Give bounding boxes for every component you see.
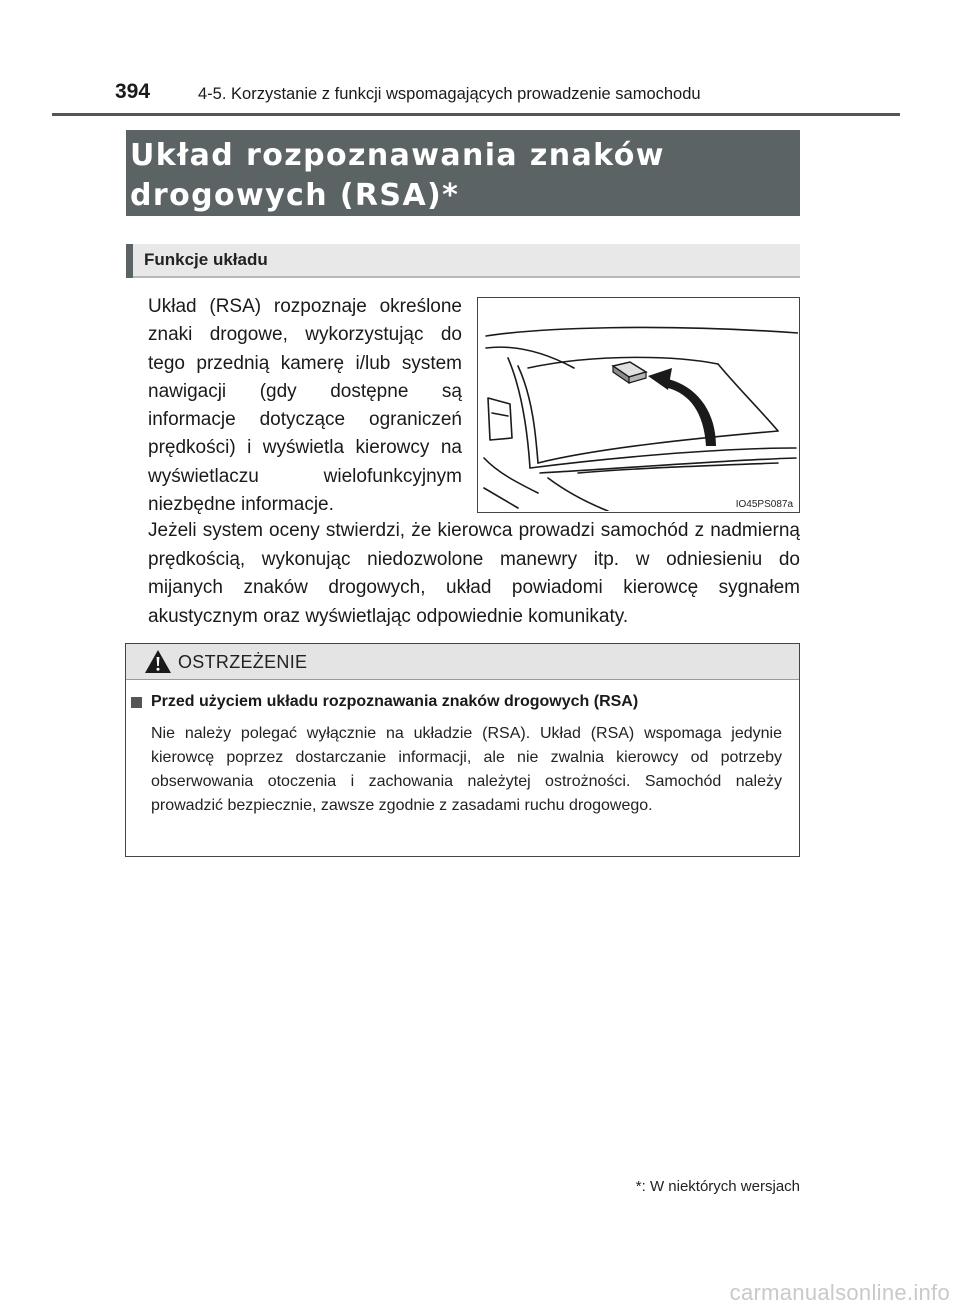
body-paragraph: Jeżeli system oceny stwierdzi, że kierowca prowadzi samochód z nadmierną prędkością, wykonując niedozwolone manewry itp. w odniesieniu do mijanych znaków drogowych, układ powiadomi kierowcę sygnałem akustycznym oraz wyświetlając odpowiednie komunikaty. <box>148 520 800 627</box>
subheader-label: Funkcje układu <box>144 250 268 269</box>
section-title: 4-5. Korzystanie z funkcji wspomagających prowadzenie samochodu <box>198 85 701 103</box>
car-windshield-drawing <box>478 298 798 511</box>
subheader <box>126 244 800 278</box>
intro-paragraph: Układ (RSA) rozpoznaje określone znaki drogowe, wykorzystując do tego przednią kamerę i/lub system nawigacji (gdy dostępne są informacje dotyczące ograniczeń prędkości) i wyświetla kierowcy na wyświetlaczu wielofunkcyjnym niezbędne informacje. <box>148 296 462 516</box>
warning-box <box>125 643 800 857</box>
camera-module-icon <box>613 362 646 383</box>
warning-header <box>126 644 799 680</box>
page-number: 394 <box>115 80 151 103</box>
warning-title: OSTRZEŻENIE <box>178 652 308 672</box>
title-line-1: Układ rozpoznawania znaków <box>130 138 665 173</box>
watermark: carmanualsonline.info <box>729 1280 950 1305</box>
warning-bullet-icon <box>131 697 142 708</box>
windshield-camera-illustration <box>477 297 800 513</box>
subheader-mark <box>126 244 133 278</box>
header-rule <box>52 113 900 116</box>
warning-heading: Przed użyciem układu rozpoznawania znaków drogowych (RSA) <box>151 693 639 710</box>
title-line-2: drogowych (RSA)* <box>130 178 460 213</box>
title-banner <box>126 130 800 216</box>
warning-triangle-icon <box>144 649 172 674</box>
footnote: *: W niektórych wersjach <box>635 1178 800 1195</box>
pointer-arrow-icon <box>648 368 716 446</box>
warning-text: Nie należy polegać wyłącznie na układzie (RSA). Układ (RSA) wspomaga jedynie kierowcę poprzez dostarczanie informacji, ale nie zwalnia kierowcy od potrzeby obserwowania otoczenia i zachowania należytej ostrożności. Samochód należy prowadzić bezpiecznie, zawsze zgodnie z zasadami ruchu drogowego. <box>151 725 782 814</box>
figure-code: IO45PS087a <box>735 499 793 510</box>
